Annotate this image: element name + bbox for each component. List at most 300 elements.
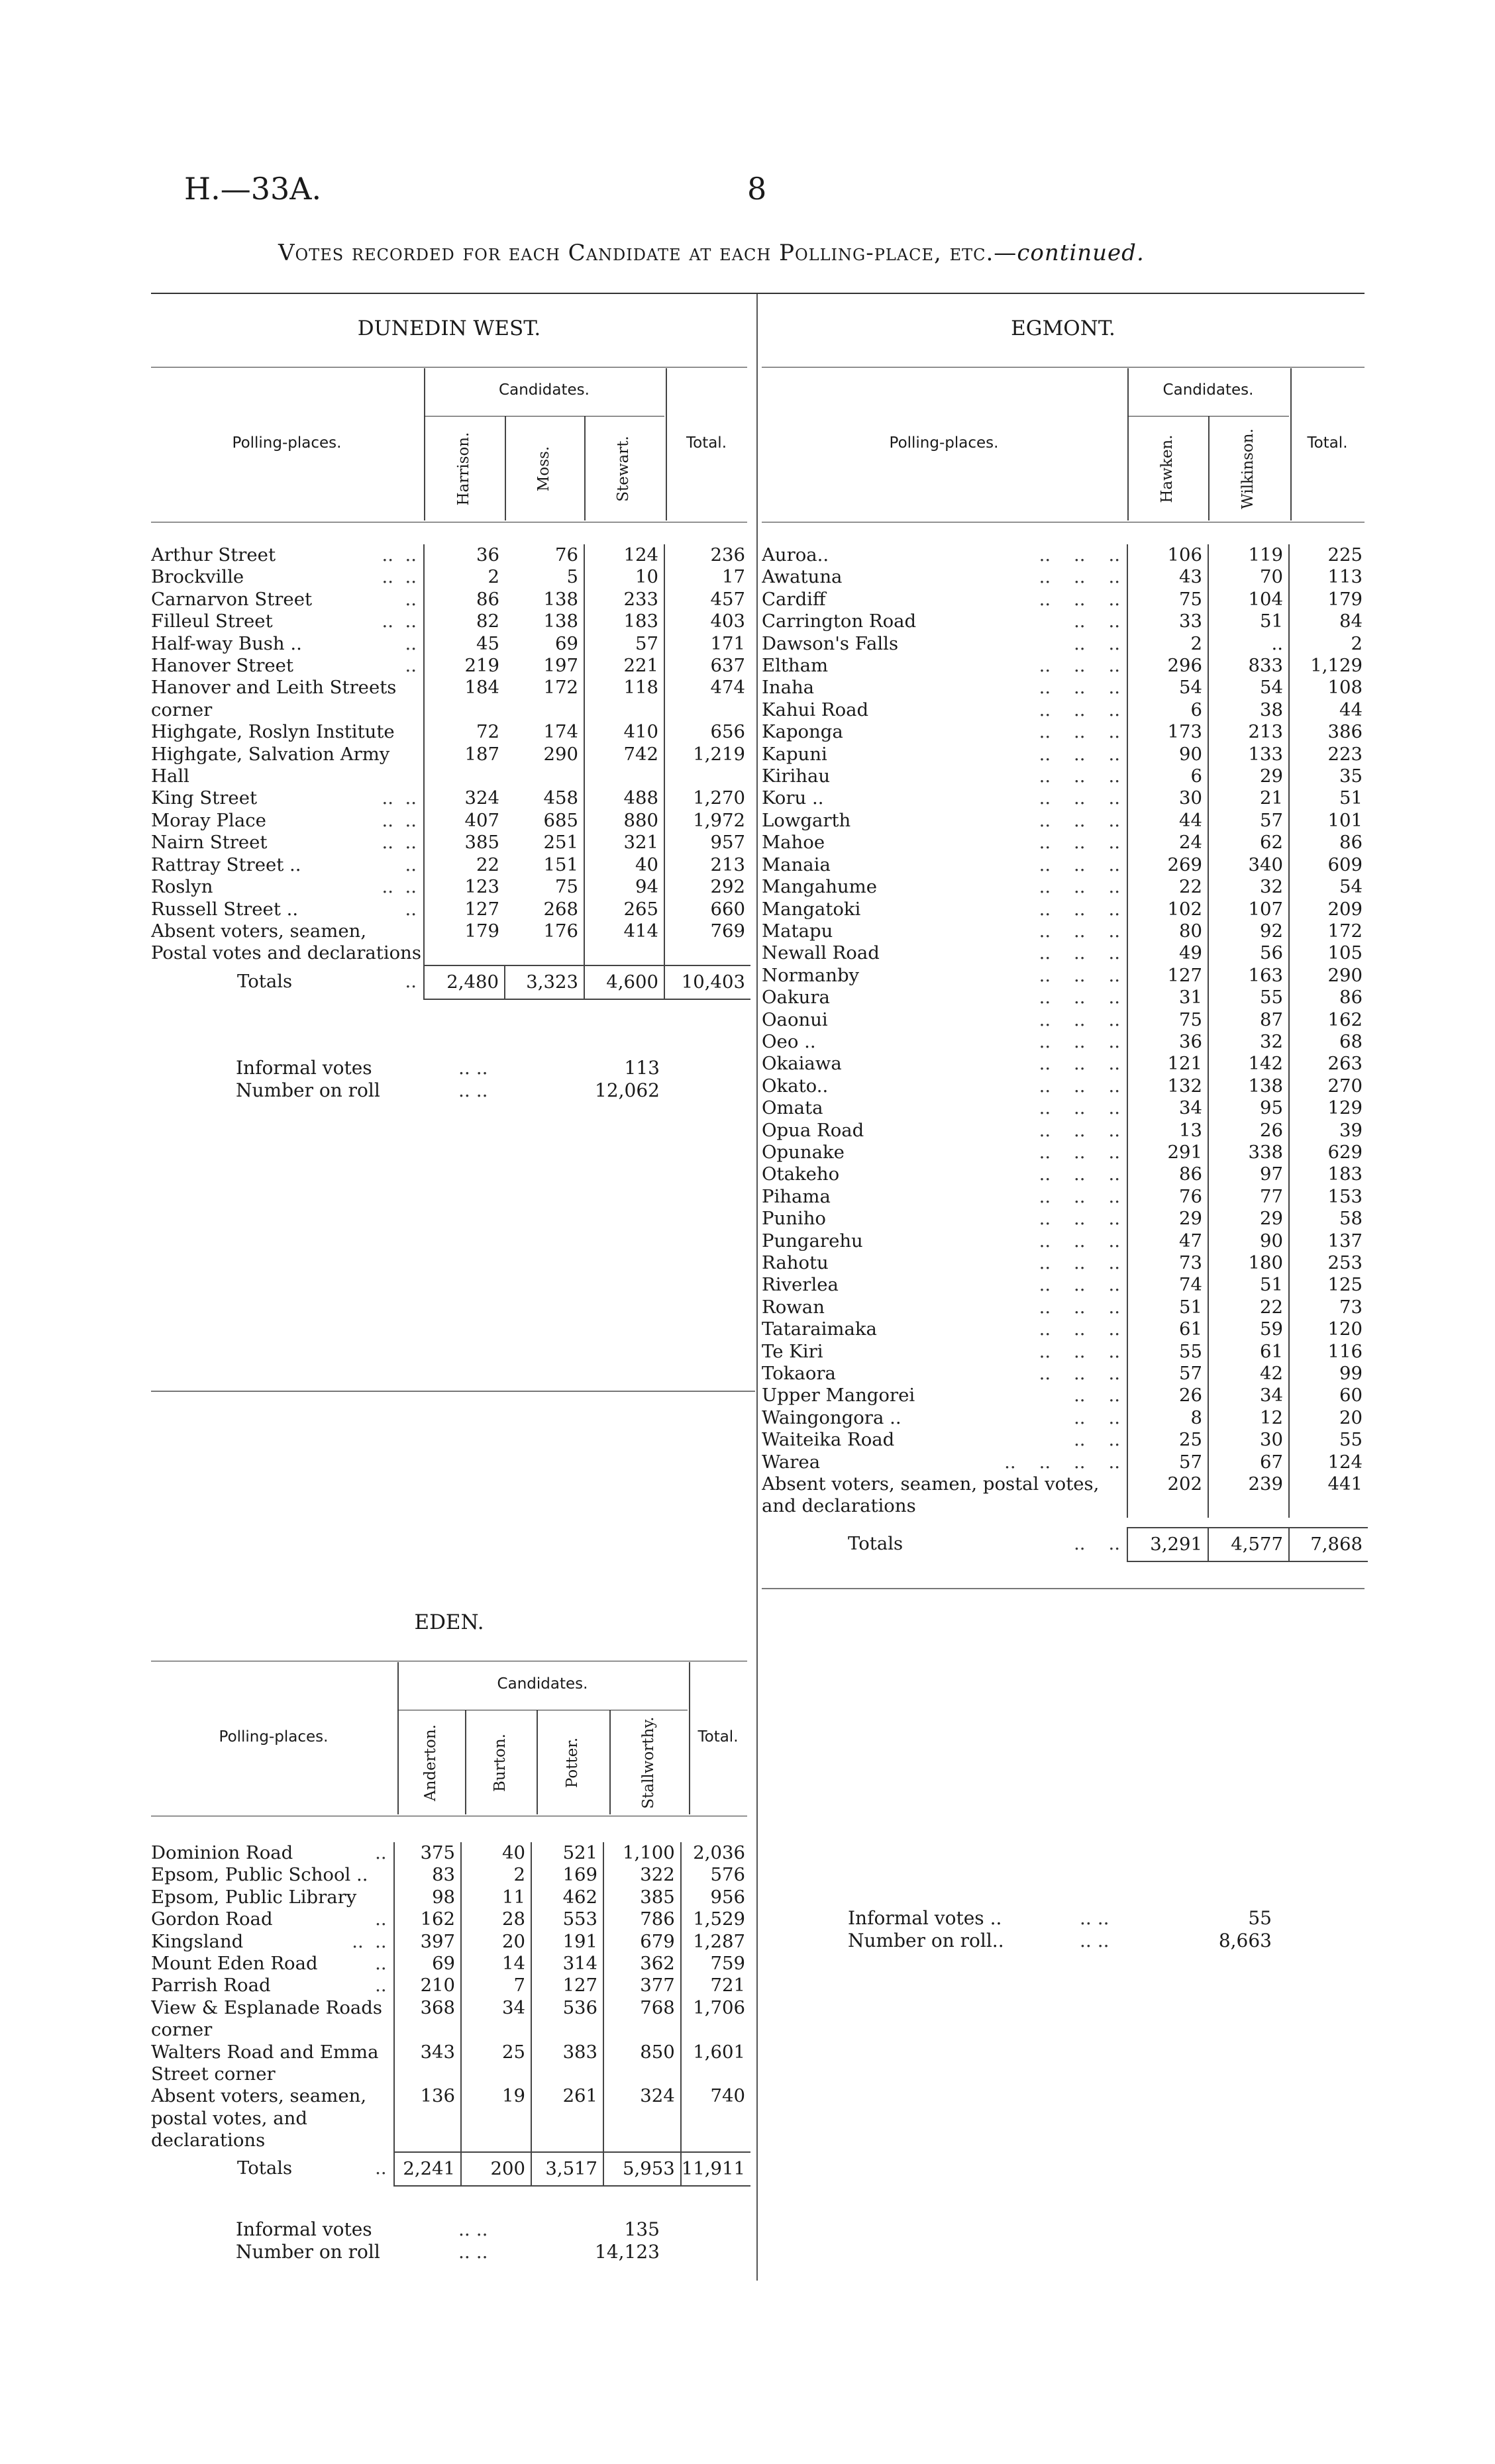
egmont-polling-place bbox=[762, 1429, 1127, 1451]
egmont-polling-place-name: Rowan bbox=[762, 1296, 825, 1318]
egmont-vote-cell: 43 bbox=[1127, 566, 1208, 588]
eden-total-cell: 740 bbox=[681, 2085, 750, 2151]
egmont-vote-cell: 26 bbox=[1208, 1120, 1289, 1142]
dunedin-west-vote-cell: 138 bbox=[543, 611, 578, 632]
egmont-total-cell: 84 bbox=[1289, 611, 1368, 632]
egmont-polling-place bbox=[762, 987, 1127, 1009]
dunedin-west-polling-place bbox=[151, 721, 424, 743]
egmont-leader-dots: .. .. .. bbox=[1039, 1119, 1120, 1141]
eden-polling-places-header: Polling-places. bbox=[219, 1728, 329, 1746]
eden-total-cell: 1,529 bbox=[681, 1908, 750, 1930]
egmont-vote-cell: 75 bbox=[1127, 1009, 1208, 1031]
egmont-polling-place-name: Mangatoki bbox=[762, 898, 861, 920]
egmont-polling-place-name: Opua Road bbox=[762, 1119, 864, 1141]
dunedin-west-candidate-name: Stewart. bbox=[615, 436, 632, 502]
egmont-row bbox=[762, 655, 1368, 677]
egmont-polling-place bbox=[762, 854, 1127, 876]
eden-row bbox=[151, 2085, 750, 2151]
egmont-vote-cell: 34 bbox=[1208, 1385, 1289, 1406]
dunedin-west-leader-dots: .. bbox=[405, 898, 417, 920]
egmont-leader-dots: .. .. .. bbox=[1039, 787, 1120, 809]
egmont-polling-place-name: Dawson's Falls bbox=[762, 632, 899, 654]
dunedin-west-row bbox=[151, 566, 750, 588]
eden-polling-place-name: Walters Road and Emma Street corner bbox=[151, 2041, 379, 2085]
egmont-vote-cell: 62 bbox=[1208, 832, 1289, 854]
egmont-leader-dots: .. .. .. bbox=[1039, 1296, 1120, 1318]
dunedin-west-vote-cell: 22 bbox=[424, 854, 505, 876]
dunedin-west-cand-divider bbox=[505, 417, 506, 520]
dunedin-west-candidate-total: 2,480 bbox=[424, 965, 505, 999]
dunedin-west-vote-cell: 324 bbox=[424, 787, 505, 809]
eden-vote-cell: 98 bbox=[394, 1887, 461, 1908]
dunedin-west-vote-cell: 880 bbox=[584, 810, 664, 832]
egmont-polling-place bbox=[762, 1163, 1127, 1185]
egmont-vote-cell: 34 bbox=[1127, 1097, 1208, 1119]
column-divider bbox=[756, 294, 758, 2281]
dunedin-west-polling-place bbox=[151, 589, 424, 611]
egmont-leader-dots: .. .. .. bbox=[1039, 1274, 1120, 1296]
egmont-row bbox=[762, 1230, 1368, 1252]
egmont-polling-place bbox=[762, 1363, 1127, 1385]
dunedin-west-total-cell: 474 bbox=[664, 677, 750, 721]
egmont-polling-place bbox=[762, 1120, 1127, 1142]
egmont-total-cell: 44 bbox=[1289, 699, 1368, 721]
egmont-informal-value: 55 bbox=[1248, 1907, 1272, 1929]
egmont-total-cell: 105 bbox=[1289, 942, 1368, 964]
egmont-leader-dots: .. .. .. bbox=[1039, 566, 1120, 588]
page-number: 8 bbox=[747, 171, 767, 207]
dunedin-west-polling-place-name: Arthur Street bbox=[151, 544, 276, 566]
egmont-leader-dots: .. .. .. bbox=[1039, 942, 1120, 964]
egmont-polling-place-name: Koru .. bbox=[762, 787, 824, 809]
egmont-vote-cell: 31 bbox=[1127, 987, 1208, 1009]
dunedin-west-total-cell: 1,219 bbox=[664, 744, 750, 788]
dunedin-west-vote-cell: 86 bbox=[424, 589, 505, 611]
dunedin-west-totals-label: Totals bbox=[237, 970, 293, 992]
egmont-vote-cell: 138 bbox=[1208, 1075, 1289, 1097]
dunedin-west-vote-cell: 94 bbox=[584, 876, 664, 898]
egmont-polling-place bbox=[762, 611, 1127, 632]
egmont-vote-cell: 57 bbox=[1127, 1363, 1208, 1385]
egmont-polling-place bbox=[762, 633, 1127, 655]
egmont-polling-place bbox=[762, 1252, 1127, 1274]
egmont-total-cell: 116 bbox=[1289, 1341, 1368, 1363]
eden-polling-place bbox=[151, 1931, 394, 1953]
egmont-header-rule bbox=[762, 367, 1365, 368]
eden-roll-label: Number on roll bbox=[236, 2241, 380, 2263]
egmont-vote-cell: .. bbox=[1208, 633, 1289, 655]
eden-vote-cell: 261 bbox=[531, 2085, 603, 2151]
egmont-total-cell: 153 bbox=[1289, 1186, 1368, 1208]
egmont-vote-cell: 54 bbox=[1208, 677, 1289, 699]
egmont-leader-dots: .. .. .. bbox=[1039, 987, 1120, 1009]
eden-row bbox=[151, 1997, 750, 2042]
egmont-totals-label-cell bbox=[762, 1528, 1127, 1561]
egmont-total-cell: 162 bbox=[1289, 1009, 1368, 1031]
eden-polling-place-name: Mount Eden Road bbox=[151, 1953, 318, 1975]
egmont-polling-place-name: Manaia bbox=[762, 854, 831, 875]
dunedin-west-vote-cell: 458 bbox=[543, 787, 578, 809]
dunedin-west-polling-place bbox=[151, 611, 424, 632]
eden-total-cell: 956 bbox=[681, 1887, 750, 1908]
egmont-leader-dots: .. .. .. bbox=[1039, 743, 1120, 765]
dunedin-west-row bbox=[151, 920, 750, 965]
egmont-total-cell: 172 bbox=[1289, 920, 1368, 942]
egmont-candidates-header: Candidates. bbox=[1162, 381, 1254, 399]
egmont-polling-place-name: Kahui Road bbox=[762, 699, 869, 720]
eden-polling-place bbox=[151, 2085, 394, 2151]
egmont-vote-cell: 74 bbox=[1127, 1274, 1208, 1296]
egmont-roll-dots: .. .. bbox=[1080, 1930, 1109, 1951]
egmont-vote-cell: 104 bbox=[1208, 589, 1289, 611]
egmont-total-cell: 609 bbox=[1289, 854, 1368, 876]
dunedin-west-vote-cell: 265 bbox=[584, 899, 664, 920]
eden-polling-place bbox=[151, 1953, 394, 1975]
dunedin-west-informal-label: Informal votes bbox=[236, 1057, 372, 1079]
egmont-leader-dots: .. .. .. bbox=[1039, 655, 1120, 677]
eden-polling-place-name: Absent voters, seamen, postal votes, and declarations bbox=[151, 2085, 367, 2151]
egmont-leader-dots: .. .. .. bbox=[1039, 1185, 1120, 1207]
egmont-totals-dots: .. .. bbox=[1074, 1532, 1120, 1554]
eden-total-cell: 721 bbox=[681, 1975, 750, 1996]
egmont-leader-dots: .. .. .. bbox=[1039, 854, 1120, 875]
egmont-polling-place-name: Awatuna bbox=[762, 566, 843, 588]
eden-vote-cell: 322 bbox=[603, 1864, 681, 1886]
egmont-total-cell: 51 bbox=[1289, 787, 1368, 809]
egmont-vote-cell: 133 bbox=[1208, 744, 1289, 765]
dunedin-west-leader-dots: .. .. bbox=[382, 876, 417, 898]
egmont-vote-cell: 173 bbox=[1127, 721, 1208, 743]
egmont-vote-cell: 67 bbox=[1208, 1452, 1289, 1473]
eden-row bbox=[151, 1908, 750, 1930]
eden-grand-total: 11,911 bbox=[681, 2152, 750, 2186]
egmont-row bbox=[762, 1274, 1368, 1296]
egmont-polling-place-name: Tataraimaka bbox=[762, 1318, 877, 1340]
dunedin-west-vote-cell: 187 bbox=[424, 744, 505, 788]
egmont-total-cell: 629 bbox=[1289, 1142, 1368, 1163]
egmont-leader-dots: .. .. .. bbox=[1039, 1075, 1120, 1097]
egmont-total-cell: 125 bbox=[1289, 1274, 1368, 1296]
egmont-row bbox=[762, 1186, 1368, 1208]
egmont-candidate-total: 4,577 bbox=[1208, 1528, 1289, 1561]
dunedin-west-vote-cell: 410 bbox=[584, 721, 664, 743]
egmont-polling-place bbox=[762, 744, 1127, 765]
eden-total-cell: 1,601 bbox=[681, 2042, 750, 2086]
eden-roll-row bbox=[236, 2241, 699, 2263]
dunedin-west-leader-dots: .. .. bbox=[382, 566, 417, 588]
egmont-vote-cell: 127 bbox=[1127, 965, 1208, 987]
egmont-vote-cell: 80 bbox=[1127, 920, 1208, 942]
eden-vote-cell: 462 bbox=[531, 1887, 603, 1908]
dunedin-west-row bbox=[151, 876, 750, 898]
eden-row bbox=[151, 2042, 750, 2086]
dunedin-west-polling-place-name: Nairn Street bbox=[151, 832, 268, 854]
eden-total-header: Total. bbox=[697, 1728, 739, 1746]
eden-candidate-total: 5,953 bbox=[603, 2152, 681, 2186]
dunedin-west-vote-cell: 174 bbox=[543, 721, 578, 743]
egmont-roll-label: Number on roll.. bbox=[848, 1930, 1004, 1951]
dunedin-west-vote-cell: 75 bbox=[555, 876, 578, 898]
dunedin-west-totals-label-cell bbox=[151, 965, 424, 999]
egmont-polling-place bbox=[762, 1407, 1127, 1429]
egmont-row bbox=[762, 1452, 1368, 1473]
egmont-polling-place-name: Riverlea bbox=[762, 1274, 839, 1296]
egmont-row bbox=[762, 899, 1368, 920]
dunedin-west-polling-place bbox=[151, 744, 424, 788]
egmont-total-cell: 35 bbox=[1289, 765, 1368, 787]
dunedin-west-grand-total: 10,403 bbox=[664, 965, 750, 999]
egmont-leader-dots: .. .. .. bbox=[1039, 898, 1120, 920]
egmont-total-cell: 124 bbox=[1289, 1452, 1368, 1473]
egmont-polling-place bbox=[762, 1009, 1127, 1031]
dunedin-west-polling-place-name: Filleul Street bbox=[151, 611, 273, 632]
egmont-row bbox=[762, 744, 1368, 765]
egmont-polling-place-name: Okaiawa bbox=[762, 1053, 842, 1075]
dunedin-west-total-cell: 957 bbox=[664, 832, 750, 854]
egmont-totals-row bbox=[762, 1528, 1368, 1561]
egmont-vote-cell: 269 bbox=[1127, 854, 1208, 876]
egmont-polling-place-name: Newall Road bbox=[762, 942, 880, 964]
dunedin-west-polling-places-header: Polling-places. bbox=[232, 434, 342, 452]
egmont-roll-row bbox=[848, 1930, 1351, 1952]
eden-vote-cell: 2 bbox=[461, 1864, 531, 1886]
eden-polling-place-name: Kingsland bbox=[151, 1930, 244, 1952]
dunedin-west-polling-place bbox=[151, 566, 424, 588]
egmont-total-cell: 99 bbox=[1289, 1363, 1368, 1385]
egmont-vote-cell: 54 bbox=[1127, 677, 1208, 699]
egmont-vote-cell: 30 bbox=[1127, 787, 1208, 809]
eden-polling-place-name: Gordon Road bbox=[151, 1908, 273, 1930]
eden-polling-place bbox=[151, 2042, 394, 2086]
eden-vote-cell: 210 bbox=[394, 1975, 461, 1996]
eden-vote-cell: 521 bbox=[531, 1842, 603, 1864]
egmont-vote-cell: 57 bbox=[1127, 1452, 1208, 1473]
egmont-vote-cell: 296 bbox=[1127, 655, 1208, 677]
dunedin-west-totals-row bbox=[151, 965, 750, 999]
egmont-polling-place-name: Cardiff bbox=[762, 588, 826, 610]
eden-vote-cell: 136 bbox=[394, 2085, 461, 2151]
dunedin-west-row bbox=[151, 854, 750, 876]
egmont-polling-place-name: Te Kiri bbox=[762, 1340, 823, 1362]
eden-vote-cell: 11 bbox=[461, 1887, 531, 1908]
egmont-roll-value: 8,663 bbox=[1218, 1930, 1272, 1951]
egmont-total-cell: 179 bbox=[1289, 589, 1368, 611]
egmont-candidate-name: Hawken. bbox=[1159, 434, 1176, 503]
eden-polling-place-name: Epsom, Public Library bbox=[151, 1886, 357, 1908]
eden-polling-place bbox=[151, 1864, 394, 1886]
eden-polling-place bbox=[151, 1997, 394, 2042]
dunedin-west-leader-dots: .. .. bbox=[382, 544, 417, 566]
eden-candidate-total: 3,517 bbox=[531, 2152, 603, 2186]
egmont-vote-cell: 30 bbox=[1208, 1429, 1289, 1451]
eden-polling-place bbox=[151, 1908, 394, 1930]
dunedin-west-total-cell: 171 bbox=[664, 633, 750, 655]
egmont-row bbox=[762, 1407, 1368, 1429]
dunedin-west-leader-dots: .. bbox=[405, 588, 417, 610]
eden-vote-cell: 383 bbox=[531, 2042, 603, 2086]
dunedin-west-polling-place bbox=[151, 633, 424, 655]
dunedin-west-roll-value: 12,062 bbox=[595, 1079, 660, 1101]
egmont-vote-cell: 22 bbox=[1127, 876, 1208, 898]
egmont-polling-place bbox=[762, 1473, 1127, 1518]
egmont-vote-cell: 107 bbox=[1208, 899, 1289, 920]
dunedin-west-vote-cell: 36 bbox=[424, 544, 505, 566]
egmont-vote-cell: 75 bbox=[1127, 589, 1208, 611]
dunedin-west-row bbox=[151, 810, 750, 832]
egmont-vote-cell: 340 bbox=[1208, 854, 1289, 876]
egmont-row bbox=[762, 1208, 1368, 1230]
dunedin-west-polling-place-name: Absent voters, seamen, Postal votes and declarations bbox=[151, 920, 422, 964]
egmont-polling-place-name: Absent voters, seamen, postal votes, and declarations bbox=[762, 1473, 1100, 1517]
dunedin-west-polling-place bbox=[151, 677, 424, 721]
eden-total-cell: 1,287 bbox=[681, 1931, 750, 1953]
egmont-polling-place-name: Oakura bbox=[762, 987, 830, 1009]
egmont-vote-cell: 32 bbox=[1208, 1031, 1289, 1053]
eden-roll-dots: .. .. bbox=[458, 2241, 488, 2263]
egmont-total-cell: 137 bbox=[1289, 1230, 1368, 1252]
egmont-vote-cell: 102 bbox=[1127, 899, 1208, 920]
eden-row bbox=[151, 1864, 750, 1886]
egmont-polling-place bbox=[762, 832, 1127, 854]
egmont-header bbox=[762, 368, 1365, 522]
eden-vote-cell: 362 bbox=[603, 1953, 681, 1975]
dunedin-west-polling-place-name: Brockville bbox=[151, 566, 244, 588]
eden-vote-cell: 191 bbox=[531, 1931, 603, 1953]
egmont-vote-cell: 86 bbox=[1127, 1163, 1208, 1185]
eden-row bbox=[151, 1975, 750, 1996]
dunedin-west-total-cell: 769 bbox=[664, 920, 750, 965]
page-title-main: Votes recorded for each Candidate at each Polling-place, etc.— bbox=[278, 240, 1017, 266]
eden-polling-place bbox=[151, 1842, 394, 1864]
egmont-vote-cell: 119 bbox=[1208, 544, 1289, 566]
eden-total-cell: 759 bbox=[681, 1953, 750, 1975]
egmont-polling-place bbox=[762, 1318, 1127, 1340]
egmont-polling-place-name: Mahoe bbox=[762, 832, 825, 854]
eden-leader-dots: .. bbox=[375, 1953, 387, 1975]
egmont-row bbox=[762, 942, 1368, 964]
dunedin-west-polling-place-name: Highgate, Roslyn Institute bbox=[151, 721, 395, 743]
egmont-leader-dots: .. .. .. bbox=[1039, 1141, 1120, 1163]
eden-vote-cell: 536 bbox=[531, 1997, 603, 2042]
egmont-leader-dots: .. .. .. bbox=[1039, 721, 1120, 743]
egmont-polling-place-name: Kapuni bbox=[762, 743, 827, 765]
eden-totals-dots: .. bbox=[375, 2157, 387, 2179]
egmont-row bbox=[762, 1075, 1368, 1097]
dunedin-west-vote-cell: 685 bbox=[543, 809, 578, 831]
egmont-vote-cell: 57 bbox=[1208, 810, 1289, 832]
egmont-leader-dots: .. .. .. bbox=[1039, 1363, 1120, 1385]
dunedin-west-vote-cell: 219 bbox=[424, 655, 505, 677]
dunedin-west-vote-cell: 414 bbox=[584, 920, 664, 965]
egmont-leader-dots: .. .. bbox=[1074, 1406, 1120, 1428]
egmont-row bbox=[762, 1297, 1368, 1318]
egmont-polling-place bbox=[762, 1297, 1127, 1318]
egmont-total-cell: 108 bbox=[1289, 677, 1368, 699]
egmont-polling-place bbox=[762, 920, 1127, 942]
eden-vote-cell: 324 bbox=[603, 2085, 681, 2151]
eden-leader-dots: .. bbox=[375, 1975, 387, 1996]
dunedin-west-bottom-rule bbox=[151, 1391, 755, 1392]
egmont-total-cell: 113 bbox=[1289, 566, 1368, 588]
dunedin-west-leader-dots: .. bbox=[405, 854, 417, 875]
eden-totals-row bbox=[151, 2152, 750, 2186]
egmont-total-cell: 209 bbox=[1289, 899, 1368, 920]
egmont-polling-place bbox=[762, 810, 1127, 832]
egmont-title: EGMONT. bbox=[1011, 317, 1115, 340]
dunedin-west-row bbox=[151, 744, 750, 788]
egmont-polling-place-name: Inaha bbox=[762, 677, 815, 699]
egmont-vote-cell: 6 bbox=[1127, 699, 1208, 721]
eden-title: EDEN. bbox=[414, 1610, 484, 1634]
egmont-vote-cell: 51 bbox=[1208, 1274, 1289, 1296]
dunedin-west-row bbox=[151, 611, 750, 632]
egmont-polling-place-name: Mangahume bbox=[762, 876, 878, 898]
egmont-total-cell: 54 bbox=[1289, 876, 1368, 898]
egmont-total-cell: 86 bbox=[1289, 987, 1368, 1009]
dunedin-west-vote-cell: 268 bbox=[543, 898, 578, 920]
eden-vote-cell: 28 bbox=[461, 1908, 531, 1930]
egmont-leader-dots: .. .. .. bbox=[1039, 832, 1120, 854]
eden-vote-cell: 25 bbox=[461, 2042, 531, 2086]
egmont-leader-dots: .. .. .. bbox=[1039, 1030, 1120, 1052]
dunedin-west-polling-place-name: Roslyn bbox=[151, 876, 213, 898]
egmont-vote-cell: 291 bbox=[1127, 1142, 1208, 1163]
eden-polling-place-name: View & Esplanade Roads corner bbox=[151, 1996, 383, 2041]
egmont-polling-place-name: Waingongora .. bbox=[762, 1406, 902, 1428]
egmont-total-cell: 20 bbox=[1289, 1407, 1368, 1429]
dunedin-west-vote-cell: 176 bbox=[543, 920, 578, 942]
dunedin-west-polling-place bbox=[151, 832, 424, 854]
dunedin-west-polling-place bbox=[151, 876, 424, 898]
egmont-row bbox=[762, 1385, 1368, 1406]
eden-informal-row bbox=[236, 2218, 699, 2241]
dunedin-west-candidates-header: Candidates. bbox=[499, 381, 590, 399]
dunedin-west-total-cell: 213 bbox=[664, 854, 750, 876]
dunedin-west-informal-value: 113 bbox=[624, 1057, 660, 1079]
egmont-leader-dots: .. .. .. bbox=[1039, 964, 1120, 986]
dunedin-west-vote-cell: 385 bbox=[424, 832, 505, 854]
eden-vote-cell: 169 bbox=[531, 1864, 603, 1886]
egmont-leader-dots: .. .. .. bbox=[1039, 920, 1120, 942]
dunedin-west-vote-cell: 57 bbox=[584, 633, 664, 655]
dunedin-west-roll-row bbox=[236, 1079, 699, 1102]
egmont-row bbox=[762, 854, 1368, 876]
dunedin-west-header-rule bbox=[151, 367, 747, 368]
egmont-leader-dots: .. .. .. bbox=[1039, 1053, 1120, 1075]
eden-vote-cell: 375 bbox=[394, 1842, 461, 1864]
egmont-vote-cell: 38 bbox=[1208, 699, 1289, 721]
dunedin-west-candidate-total: 3,323 bbox=[505, 965, 584, 999]
egmont-grand-total: 7,868 bbox=[1289, 1528, 1368, 1561]
eden-vote-cell: 19 bbox=[461, 2085, 531, 2151]
egmont-vote-cell: 92 bbox=[1208, 920, 1289, 942]
dunedin-west-vote-cell: 742 bbox=[584, 744, 664, 788]
dunedin-west-row bbox=[151, 832, 750, 854]
egmont-polling-place-name: Kaponga bbox=[762, 721, 843, 743]
eden-total-cell: 576 bbox=[681, 1864, 750, 1886]
eden-candidate-total: 2,241 bbox=[394, 2152, 461, 2186]
dunedin-west-polling-place bbox=[151, 854, 424, 876]
egmont-leader-dots: .. .. .. bbox=[1039, 1009, 1120, 1030]
egmont-row bbox=[762, 1341, 1368, 1363]
eden-leader-dots: .. bbox=[375, 1908, 387, 1930]
eden-totals-label: Totals bbox=[237, 2157, 293, 2179]
egmont-row bbox=[762, 699, 1368, 721]
dunedin-west-roll-dots: .. .. bbox=[458, 1079, 488, 1101]
egmont-total-cell: 263 bbox=[1289, 1053, 1368, 1075]
egmont-polling-places-header: Polling-places. bbox=[889, 434, 999, 452]
dunedin-west-polling-place bbox=[151, 787, 424, 809]
